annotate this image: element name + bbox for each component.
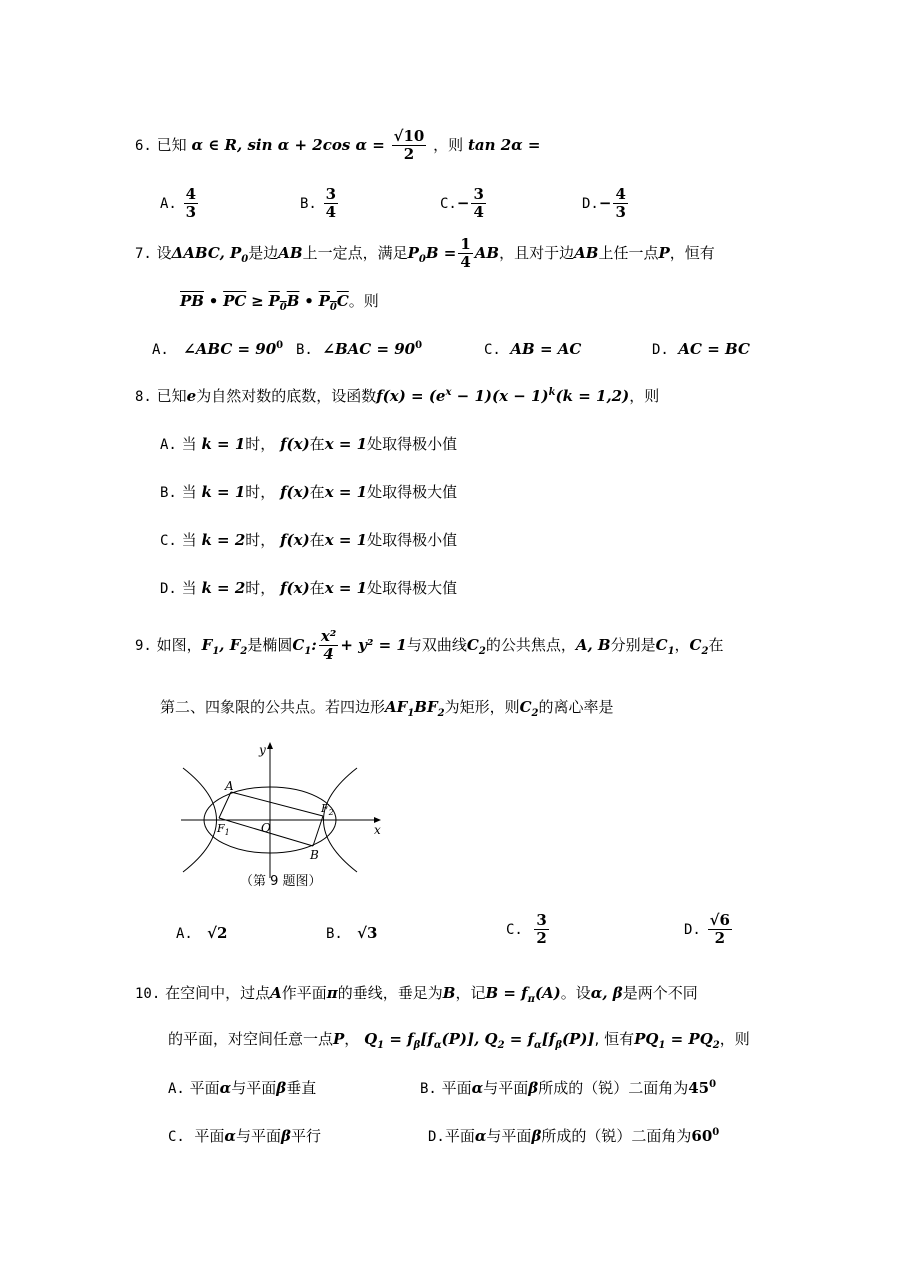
q7-option-b[interactable]: B. ∠BAC = $90^0$ [296,340,423,358]
label-a: A [225,779,234,793]
q6-option-d[interactable]: D.− $\frac{4}{3}$ [582,185,626,222]
q10-line2: 的平面，对空间任意一点P， $Q_1 = f_\beta[f_\alpha(P)]$, $Q_2 = f_\alpha[f_\beta(P)]$, 恒有$PQ_1 = PQ_2$，则 [168,1030,750,1051]
segment-a-f2 [231,792,323,816]
q7-line2: $\overline{PB}$ • $\overline{PC} \ge P_0B$ • $P_0C$。则 [180,292,379,313]
q10-option-c[interactable]: C. 平面α与平面β平行 [168,1127,321,1145]
q9-option-b[interactable]: B. √3 [326,924,378,942]
q6-option-a[interactable]: A. $\frac{4}{3}$ [160,185,197,222]
q9-option-c[interactable]: C. $\frac{3}{2}$ [506,911,547,948]
q8-option-b[interactable]: B. 当 k = 1时， f(x)在x = 1处取得极大值 [160,483,458,501]
q10-option-d[interactable]: D.平面α与平面β所成的（锐）二面角为$60^0$ [428,1127,720,1145]
q8-option-a[interactable]: A. 当 k = 1时， f(x)在x = 1处取得极小值 [160,435,458,453]
q9-option-a[interactable]: A. √2 [176,924,228,942]
q10-option-a[interactable]: A. 平面α与平面β垂直 [168,1079,317,1097]
q7-option-c[interactable]: C. AB = AC [484,340,582,358]
q8-option-d[interactable]: D. 当 k = 2时， f(x)在x = 1处取得极大值 [160,579,458,597]
q9-line2: 第二、四象限的公共点。若四边形$AF_1BF_2$为矩形，则$C_2$的离心率是 [160,698,614,719]
label-b: B [310,848,319,862]
q8-option-c[interactable]: C. 当 k = 2时， f(x)在x = 1处取得极小值 [160,531,458,549]
q7-stem: 7. 设ΔABC, $P_0$是边AB上一定点，满足$P_0B$ = $\frac{1}{4}$ AB，且对于边AB上任一点P，恒有 [135,235,715,272]
q8-number: 8. [135,389,152,405]
q10-option-b[interactable]: B. 平面α与平面β所成的（锐）二面角为$45^0$ [420,1079,717,1097]
q9-number: 9. [135,637,152,654]
q6-option-c[interactable]: C.− $\frac{3}{4}$ [440,185,484,222]
q7-option-d[interactable]: D. AC = BC [652,340,750,358]
q10-stem: 10. 在空间中，过点A作平面π的垂线，垂足为B，记$B = f_\pi(A)$。设α, β是两个不同 [135,984,698,1005]
q7-number: 7. [135,245,152,262]
q6-condition: α ∈ R, sin α + 2cos α = [191,135,385,154]
q9-figure-caption: （第 9 题图） [240,874,322,889]
q8-stem: 8. 已知e为自然对数的底数，设函数$f(x) = (e^x - 1)(x - 1)^k(k = 1,2)$，则 [135,387,660,405]
q10-number: 10. [135,986,161,1002]
label-o: O [261,821,271,835]
q9-option-d[interactable]: D. $\frac{√6}{2}$ [684,911,730,948]
q9-stem: 9. 如图，$F_1$, $F_2$是椭圆$C_1$: $\frac{\text{x²}}{4}$ + y² = 1与双曲线$C_2$的公共焦点，A, B分别是$C_1$，$C_2$在 [135,627,724,664]
label-f2: $F_2$ [321,802,334,817]
q6-number: 6. [135,137,152,154]
label-y: y [259,743,266,757]
label-x: x [374,823,381,837]
q7-option-a[interactable]: A. ∠ABC = $90^0$ [152,340,284,358]
y-axis-arrow [267,742,273,749]
q6-fraction: $\frac{√10}{2}$ [393,127,425,164]
q6-ask: tan 2α = [467,135,541,154]
label-f1: $F_1$ [217,822,230,837]
q6-option-b[interactable]: B. $\frac{3}{4}$ [300,185,337,222]
q6-stem: 6. 已知 α ∈ R, sin α + 2cos α = $\frac{√10}{2}$ ，则 tan 2α = [135,127,541,164]
